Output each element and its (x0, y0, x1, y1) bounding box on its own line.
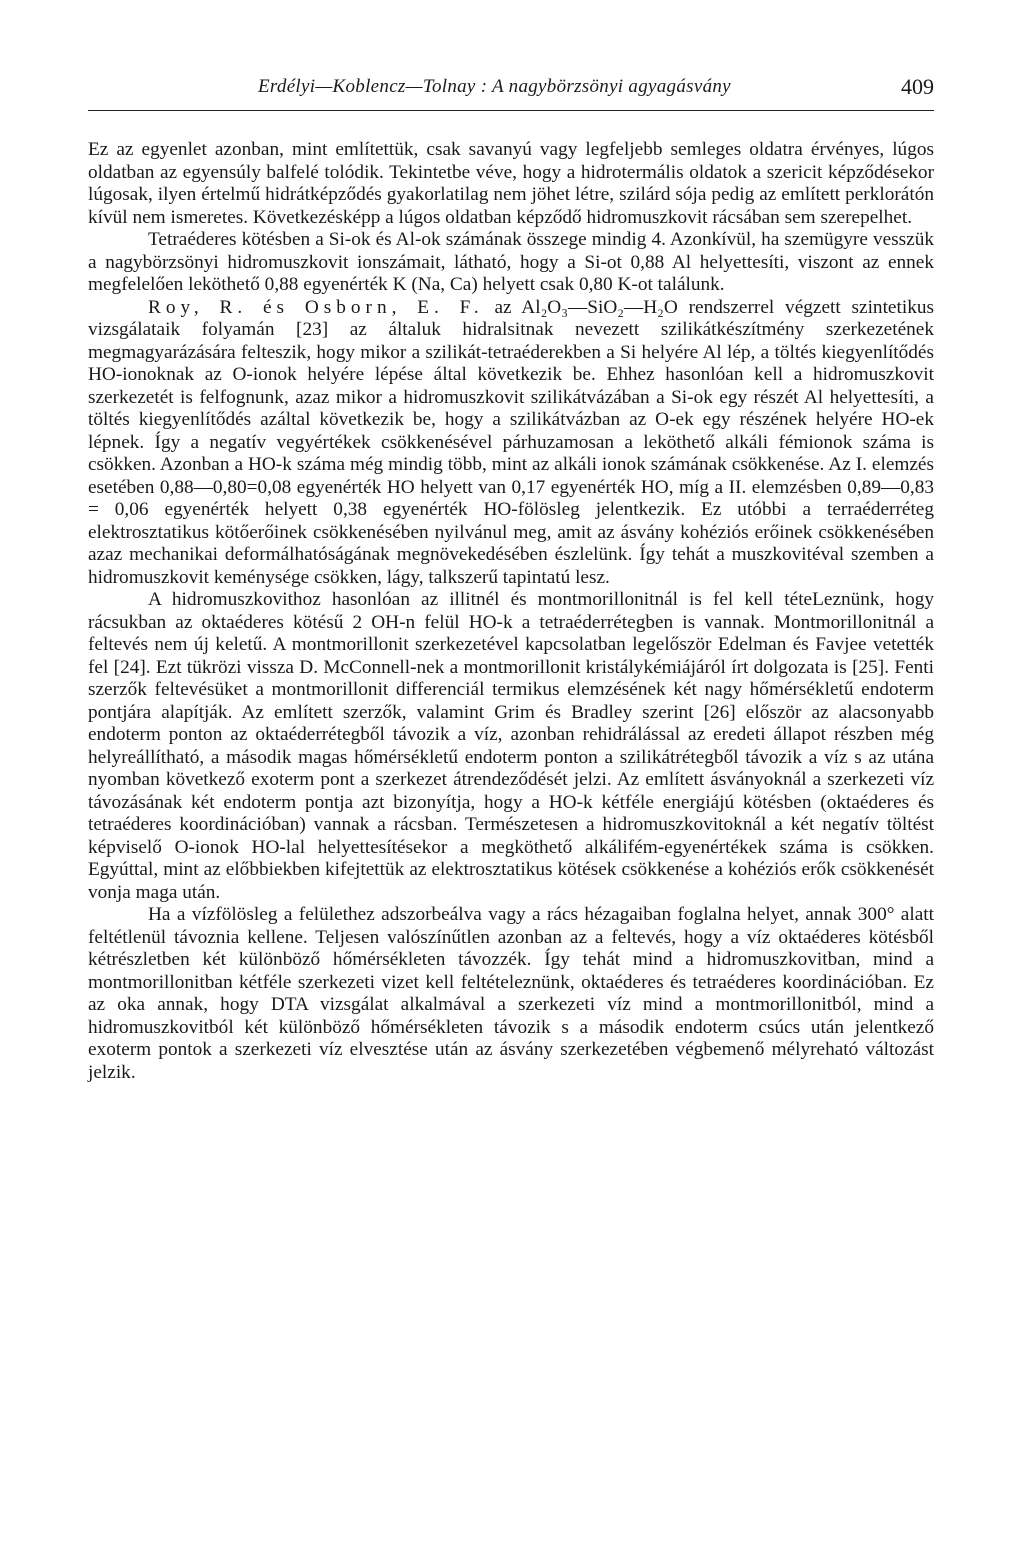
page-number: 409 (901, 74, 934, 99)
body-text (88, 139, 934, 1084)
paragraph-4: A hidromuszkovithoz hasonlóan az illitnél és montmorillonitnál is fel kell téteLeznünk, hogy rácsukban az oktaéderes kötésű 2 OH-n felül HO-k a tetraéderrétegben is vannak. Montmorillonitnál a feltevés nem új keletű. A montmorillonit szerkezetével kapcsolatban legelőször Edelman és Favjee vetették fel [24]. Ezt tükrözi vissza D. McConnell-nek a montmorillonit kristálykémiájáról írt dolgozata is [25]. Fenti szerzők feltevésüket a montmorillonit differenciál termikus elemzésének két nagy hőmérsékletű endoterm pontjára alapítják. Az említett szerzők, valamint Grim és Bradley szerint [26] először az alacsonyabb endoterm ponton az oktaéderrétegből távozik a víz, azonban rehidrálással az eredeti állapot részben még helyreállítható, a második magas hőmérsékletű endoterm ponton a szilikátrétegből távozik a víz s az utána nyomban következő exoterm pont a szerkezet átrendeződését jelzi. Az említett ásványoknál a szerkezeti víz távozásának két endoterm pontja azt bizonyítja, hogy a HO-k kétféle energiájú kötésben (oktaéderes és tetraéderes koordinációban) vannak a rácsban. Természetesen a hidromuszkovitoknál a két negatív töltést képviselő O-ionok HO-lal helyettesítésekor a megköthető alkálifém-egyenértékek száma is csökken. Egyúttal, mint az előbbiekben kifejtettük az elektrosztatikus kötések csökkenése a kohéziós erők csökkenését vonja maga után. (88, 589, 934, 903)
paragraph-3-text: az Al₂O₃—SiO₂—H₂O rendszerrel végzett szintetikus vizsgálataik folyamán [23] az általuk hidralsitnak nevezett szilikátkészítmény szerkezetének megmagyarázására felteszik, hogy mikor a szilikát-tetraéderekben a Si helyére Al lép, a töltés kiegyenlítődés HO-ionoknak az O-ionok helyére lépése által következik be. Ehhez hasonlóan kell a hidromuszkovit szerkezetét is felfognunk, azaz mikor a hidromuszkovit szilikátvázában a Si-ok egy részét Al helyettesíti, a töltés kiegyenlítődés azáltal következik be, hogy a szilikátvázban az O-ek egy részének helyére HO-ek lépnek. Így a negatív vegyértékek csökkenésével párhuzamosan a leköthető alkáli fémionok száma is csökken. Azonban a HO-k száma még mindig több, mint az alkáli ionok számának csökkenése. Az I. elemzés esetében 0,88—0,80=0,08 egyenérték HO helyett van 0,17 egyenérték HO, míg a II. elemzésben 0,89—0,83 = 0,06 egyenérték helyett 0,38 egyenérték HO-fölösleg jelentkezik. Ez utóbbi a terraéderréteg elektrosztatikus kötőerőinek csökkenésében nyilvánul meg, amit az ásvány kohéziós erőinek csökkenésében azaz mechanikai deformálhatóságának megnövekedésében észlelünk. Így tehát a muszkovitéval szemben a hidromuszkovit keménysége csökken, lágy, talkszerű tapintatú lesz. (88, 296, 934, 588)
paragraph-2: Tetraéderes kötésben a Si-ok és Al-ok számának összege mindig 4. Azonkívül, ha szemügyre vesszük a nagybörzsönyi hidromuszkovit ionszámait, látható, hogy a Si-ot 0,88 Al helyettesíti, viszont az ennek megfelelően leköthető 0,88 egyenérték K (Na, Ca) helyett csak 0,80 K-ot találunk. (88, 229, 934, 295)
paragraph-5: Ha a vízfölösleg a felülethez adszorbeálva vagy a rács hézagaiban foglalna helyet, annak 300° alatt feltétlenül távoznia kellene. Teljesen valószínűtlen azonban az a feltevés, hogy a víz oktaéderes kötésből kétrészletben két különböző hőmérsékleten távozzék. Így tehát mind a hidromuszkovitban, mind a montmorillonitban kétféle szerkezeti vizet kell feltételeznünk, oktaéderes és tetraéderes koordinációban. Ez az oka annak, hogy DTA vizsgálat alkalmával a szerkezeti víz mind a montmorillonitból, mind a hidromuszkovitból két különböző hőmérsékleten távozik s a második endoterm csúcs után jelentkező exoterm pontok a szerkezeti víz elvesztése után az ásvány szerkezetében végbemenő mélyreható változást jelzik. (88, 904, 934, 1083)
running-head-title: Erdélyi—Koblencz—Tolnay : A nagybörzsönyi agyagásvány (258, 76, 731, 97)
paragraph-3 (88, 297, 934, 590)
paragraph-1: Ez az egyenlet azonban, mint említettük, csak savanyú vagy legfeljebb semleges oldatra érvényes, lúgos oldatban az egyensúly balfelé tolódik. Tekintetbe véve, hogy a hidrotermális oldatok a szericit képződésekor lúgosak, ilyen értelmű hidrátképződés gyakorlatilag nem jöhet létre, szilárd sója pedig az említett perklorátón kívül nem ismeretes. Következésképp a lúgos oldatban képződő hidromuszkovit rácsában sem szerepelhet. (88, 139, 934, 228)
cited-authors: Roy, R. és Osborn, E. F. (148, 296, 484, 318)
journal-page (88, 70, 934, 1084)
running-head (88, 70, 934, 111)
